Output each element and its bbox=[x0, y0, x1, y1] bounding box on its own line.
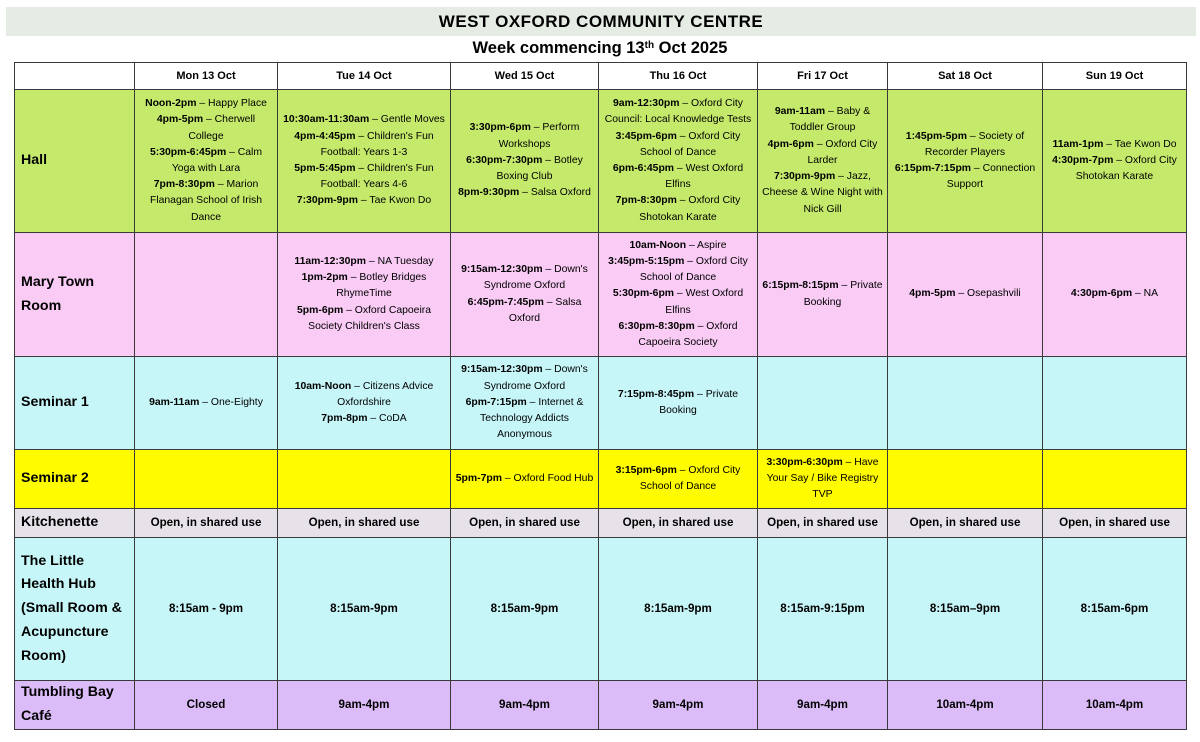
booking-entry bbox=[455, 120, 594, 152]
booking-entry bbox=[603, 129, 753, 161]
booking-time: 10:30am-11:30am bbox=[283, 114, 370, 126]
booking-name: – Baby & Toddler Group bbox=[789, 106, 871, 134]
booking-time: 5pm-6pm bbox=[297, 304, 344, 316]
booking-name: – Oxford City School of Dance bbox=[639, 255, 748, 284]
booking-name: – Oxford City Larder bbox=[807, 138, 878, 166]
corner-cell bbox=[15, 63, 135, 90]
booking-name: – Osepashvili bbox=[955, 288, 1021, 300]
booking-time: 10am-Noon bbox=[294, 380, 352, 392]
booking-name: – Oxford City School of Dance bbox=[639, 464, 741, 492]
booking-entry bbox=[892, 129, 1038, 161]
booking-name: – Oxford City Council: Local Knowledge Tests bbox=[604, 98, 752, 126]
booking-time: 6:30pm-7:30pm bbox=[466, 154, 543, 166]
subtitle-ordinal: th bbox=[644, 40, 655, 51]
booking-entry bbox=[282, 411, 446, 427]
booking-time: 9am-12:30pm bbox=[613, 98, 680, 110]
schedule-cell bbox=[135, 450, 278, 509]
opening-cell: 10am-4pm bbox=[1043, 681, 1187, 730]
booking-entry bbox=[139, 177, 273, 226]
booking-entry bbox=[282, 270, 446, 302]
booking-time: 4pm-5pm bbox=[156, 114, 204, 126]
booking-time: 6:15pm-7:15pm bbox=[894, 163, 972, 174]
booking-name: – Oxford Capoeira Society bbox=[638, 320, 738, 348]
booking-time: 5pm-7pm bbox=[455, 472, 502, 484]
booking-time: 6:15pm-8:15pm bbox=[762, 280, 839, 292]
booking-time: 4pm-4:45pm bbox=[294, 130, 356, 142]
booking-time: 9:15am-12:30pm bbox=[461, 364, 543, 376]
booking-name: – Connection Support bbox=[946, 163, 1036, 191]
schedule-cell bbox=[451, 450, 599, 509]
schedule-cell bbox=[278, 90, 451, 233]
room-row-seminar-1 bbox=[15, 357, 1187, 450]
room-row-hall bbox=[15, 90, 1187, 233]
booking-name: – One-Eighty bbox=[199, 396, 263, 408]
booking-time: 6:45pm-7:45pm bbox=[467, 296, 544, 308]
booking-entry bbox=[603, 319, 753, 351]
opening-cell: 8:15am-9pm bbox=[451, 538, 599, 681]
booking-entry bbox=[603, 286, 753, 318]
booking-entry bbox=[762, 169, 883, 218]
booking-name: – Tae Kwon Do bbox=[1103, 138, 1177, 150]
booking-name: – Internet & Technology Addicts Anonymous bbox=[480, 396, 584, 441]
booking-time: 5:30pm-6pm bbox=[612, 288, 675, 300]
booking-entry bbox=[282, 193, 446, 209]
booking-name: – Marion Flanagan School of Irish Dance bbox=[149, 179, 263, 223]
booking-entry bbox=[282, 379, 446, 411]
booking-name: – NA Tuesday bbox=[366, 255, 434, 267]
opening-cell: 8:15am - 9pm bbox=[135, 538, 278, 681]
day-header: Wed 15 Oct bbox=[451, 63, 599, 90]
booking-time: 6pm-6:45pm bbox=[612, 163, 675, 174]
booking-entry bbox=[282, 112, 446, 128]
booking-time: 11am-12:30pm bbox=[294, 255, 367, 267]
opening-cell: 10am-4pm bbox=[888, 681, 1043, 730]
booking-entry bbox=[282, 161, 446, 193]
booking-entry bbox=[139, 112, 273, 144]
opening-cell: 8:15am-9pm bbox=[599, 538, 758, 681]
booking-time: 4:30pm-6pm bbox=[1070, 288, 1133, 300]
schedule-cell bbox=[888, 233, 1043, 357]
booking-time: 6:30pm-8:30pm bbox=[618, 320, 695, 332]
subtitle-year: Oct 2025 bbox=[654, 39, 728, 57]
booking-time: 3:15pm-6pm bbox=[615, 464, 677, 476]
opening-cell: Open, in shared use bbox=[135, 509, 278, 538]
room-name: Mary Town Room bbox=[15, 233, 135, 357]
opening-cell: Closed bbox=[135, 681, 278, 730]
booking-name: – Oxford City Shotokan Karate bbox=[639, 195, 741, 223]
schedule-cell bbox=[599, 90, 758, 233]
schedule-cell bbox=[278, 450, 451, 509]
booking-entry bbox=[603, 238, 753, 254]
day-header: Mon 13 Oct bbox=[135, 63, 278, 90]
week-subtitle bbox=[0, 37, 1200, 61]
booking-entry bbox=[455, 295, 594, 327]
schedule-cell bbox=[451, 233, 599, 357]
schedule-cell bbox=[1043, 450, 1187, 509]
booking-name: – Have Your Say / Bike Registry TVP bbox=[766, 456, 879, 501]
schedule-cell bbox=[135, 357, 278, 450]
booking-name: – Botley Boxing Club bbox=[496, 154, 583, 183]
opening-cell: 9am-4pm bbox=[758, 681, 888, 730]
booking-name: – Down's Syndrome Oxford bbox=[483, 364, 588, 392]
booking-name: – Down's Syndrome Oxford bbox=[483, 264, 588, 292]
booking-time: 4pm-6pm bbox=[767, 138, 814, 150]
booking-entry bbox=[282, 303, 446, 335]
booking-name: – Children's Fun Football: Years 4-6 bbox=[320, 163, 434, 191]
booking-time: 7pm-8:30pm bbox=[153, 179, 215, 191]
room-row-health-hub bbox=[15, 538, 1187, 681]
room-name: Kitchenette bbox=[15, 509, 135, 538]
booking-time: Noon-2pm bbox=[145, 98, 197, 110]
opening-cell: 8:15am–9pm bbox=[888, 538, 1043, 681]
booking-name: – Private Booking bbox=[659, 388, 739, 416]
booking-entry bbox=[455, 362, 594, 394]
booking-name: – Oxford Capoeira Society Children's Class bbox=[308, 304, 431, 332]
page-title: WEST OXFORD COMMUNITY CENTRE bbox=[438, 11, 764, 31]
day-header: Fri 17 Oct bbox=[758, 63, 888, 90]
opening-cell: 9am-4pm bbox=[278, 681, 451, 730]
booking-name: – Jazz, Cheese & Wine Night with Nick Gill bbox=[762, 171, 883, 215]
booking-time: 9am-11am bbox=[149, 396, 200, 408]
booking-entry bbox=[603, 96, 753, 128]
day-header-row bbox=[15, 63, 1187, 90]
booking-time: 3:30pm-6:30pm bbox=[766, 456, 843, 468]
booking-name: – Private Booking bbox=[803, 280, 883, 308]
opening-cell: 8:15am-6pm bbox=[1043, 538, 1187, 681]
booking-time: 3:30pm-6pm bbox=[469, 122, 531, 134]
day-header: Sat 18 Oct bbox=[888, 63, 1043, 90]
booking-name: – Oxford City Shotokan Karate bbox=[1075, 154, 1177, 183]
booking-name: – Oxford City School of Dance bbox=[639, 130, 741, 158]
booking-name: – Children's Fun Football: Years 1-3 bbox=[320, 130, 434, 158]
room-name: The Little Health Hub (Small Room & Acupuncture Room) bbox=[15, 538, 135, 681]
booking-name: – Cherwell College bbox=[188, 114, 256, 142]
schedule-cell bbox=[278, 233, 451, 357]
booking-entry bbox=[762, 104, 883, 136]
booking-name: – Perform Workshops bbox=[498, 122, 580, 150]
schedule-cell bbox=[888, 90, 1043, 233]
timetable bbox=[14, 62, 1187, 730]
booking-name: – CoDA bbox=[367, 413, 407, 425]
booking-name: – Aspire bbox=[686, 239, 727, 251]
booking-entry bbox=[455, 262, 594, 294]
booking-name: – Salsa Oxford bbox=[508, 296, 582, 324]
booking-time: 1:45pm-5pm bbox=[905, 130, 968, 142]
booking-time: 7:30pm-9pm bbox=[773, 171, 836, 183]
booking-name: – Society of Recorder Players bbox=[924, 130, 1025, 158]
room-row-seminar-2 bbox=[15, 450, 1187, 509]
booking-entry bbox=[1047, 137, 1182, 153]
booking-time: 5:30pm-6:45pm bbox=[149, 146, 227, 158]
room-name: Tumbling Bay Café bbox=[15, 681, 135, 730]
schedule-cell bbox=[758, 450, 888, 509]
booking-name: – Gentle Moves bbox=[369, 114, 445, 126]
booking-time: 7pm-8pm bbox=[321, 413, 368, 425]
schedule-cell bbox=[135, 90, 278, 233]
room-row-kitchenette bbox=[15, 509, 1187, 538]
schedule-cell bbox=[888, 357, 1043, 450]
booking-entry bbox=[282, 254, 446, 270]
room-row-cafe bbox=[15, 681, 1187, 730]
day-header: Sun 19 Oct bbox=[1043, 63, 1187, 90]
booking-entry bbox=[892, 161, 1038, 193]
booking-time: 4:30pm-7pm bbox=[1052, 154, 1114, 166]
booking-time: 8pm-9:30pm bbox=[458, 187, 520, 199]
booking-entry bbox=[1047, 286, 1182, 302]
schedule-cell bbox=[758, 90, 888, 233]
day-header: Thu 16 Oct bbox=[599, 63, 758, 90]
booking-entry bbox=[603, 254, 753, 286]
room-name: Hall bbox=[15, 90, 135, 233]
booking-time: 1pm-2pm bbox=[301, 272, 348, 284]
booking-name: – West Oxford Elfins bbox=[665, 288, 744, 316]
booking-time: 4pm-5pm bbox=[909, 288, 956, 300]
booking-entry bbox=[455, 395, 594, 444]
booking-time: 3:45pm-5:15pm bbox=[608, 255, 685, 267]
room-name: Seminar 2 bbox=[15, 450, 135, 509]
booking-time: 7pm-8:30pm bbox=[615, 195, 677, 207]
booking-name: – Happy Place bbox=[196, 98, 267, 110]
booking-name: – Tae Kwon Do bbox=[358, 195, 432, 207]
day-header: Tue 14 Oct bbox=[278, 63, 451, 90]
schedule-cell bbox=[1043, 90, 1187, 233]
booking-entry bbox=[139, 145, 273, 177]
schedule-cell bbox=[451, 357, 599, 450]
booking-entry bbox=[455, 471, 594, 487]
booking-name: – NA bbox=[1132, 288, 1159, 300]
booking-time: 9am-11am bbox=[774, 106, 826, 118]
booking-time: 11am-1pm bbox=[1052, 138, 1104, 150]
schedule-cell bbox=[888, 450, 1043, 509]
schedule-cell bbox=[599, 233, 758, 357]
booking-time: 5pm-5:45pm bbox=[294, 163, 356, 174]
booking-time: 7:30pm-9pm bbox=[296, 195, 359, 207]
booking-entry bbox=[455, 185, 594, 201]
booking-name: – Botley Bridges RhymeTime bbox=[336, 272, 427, 300]
booking-entry bbox=[603, 463, 753, 495]
opening-cell: Open, in shared use bbox=[599, 509, 758, 538]
booking-name: – West Oxford Elfins bbox=[665, 163, 744, 191]
schedule-cell bbox=[451, 90, 599, 233]
booking-entry bbox=[603, 387, 753, 419]
booking-name: – Oxford Food Hub bbox=[501, 472, 594, 484]
booking-entry bbox=[139, 395, 273, 411]
opening-cell: Open, in shared use bbox=[278, 509, 451, 538]
booking-entry bbox=[282, 129, 446, 161]
opening-cell: Open, in shared use bbox=[451, 509, 599, 538]
room-row-mary-town bbox=[15, 233, 1187, 357]
booking-name: – Calm Yoga with Lara bbox=[171, 146, 263, 174]
booking-entry bbox=[762, 137, 883, 169]
schedule-cell bbox=[135, 233, 278, 357]
booking-entry bbox=[455, 153, 594, 185]
opening-cell: Open, in shared use bbox=[888, 509, 1043, 538]
booking-time: 10am-Noon bbox=[629, 239, 687, 251]
booking-entry bbox=[762, 455, 883, 504]
schedule-cell bbox=[1043, 357, 1187, 450]
booking-time: 7:15pm-8:45pm bbox=[617, 388, 695, 400]
booking-entry bbox=[139, 96, 273, 112]
booking-entry bbox=[762, 278, 883, 310]
booking-entry bbox=[892, 286, 1038, 302]
booking-time: 6pm-7:15pm bbox=[465, 396, 527, 408]
schedule-cell bbox=[1043, 233, 1187, 357]
opening-cell: 8:15am-9:15pm bbox=[758, 538, 888, 681]
booking-entry bbox=[603, 193, 753, 225]
booking-name: – Salsa Oxford bbox=[519, 187, 591, 199]
booking-entry bbox=[603, 161, 753, 193]
schedule-cell bbox=[758, 357, 888, 450]
opening-cell: 8:15am-9pm bbox=[278, 538, 451, 681]
title-bar bbox=[6, 7, 1196, 36]
booking-time: 9:15am-12:30pm bbox=[461, 264, 543, 276]
schedule-cell bbox=[599, 357, 758, 450]
opening-cell: 9am-4pm bbox=[599, 681, 758, 730]
opening-cell: Open, in shared use bbox=[758, 509, 888, 538]
subtitle-text: Week commencing 13 bbox=[472, 39, 645, 57]
booking-time: 3:45pm-6pm bbox=[615, 130, 677, 142]
schedule-cell bbox=[278, 357, 451, 450]
opening-cell: 9am-4pm bbox=[451, 681, 599, 730]
room-name: Seminar 1 bbox=[15, 357, 135, 450]
booking-entry bbox=[1047, 153, 1182, 185]
booking-name: – Citizens Advice Oxfordshire bbox=[337, 380, 434, 408]
schedule-cell bbox=[758, 233, 888, 357]
schedule-cell bbox=[599, 450, 758, 509]
opening-cell: Open, in shared use bbox=[1043, 509, 1187, 538]
